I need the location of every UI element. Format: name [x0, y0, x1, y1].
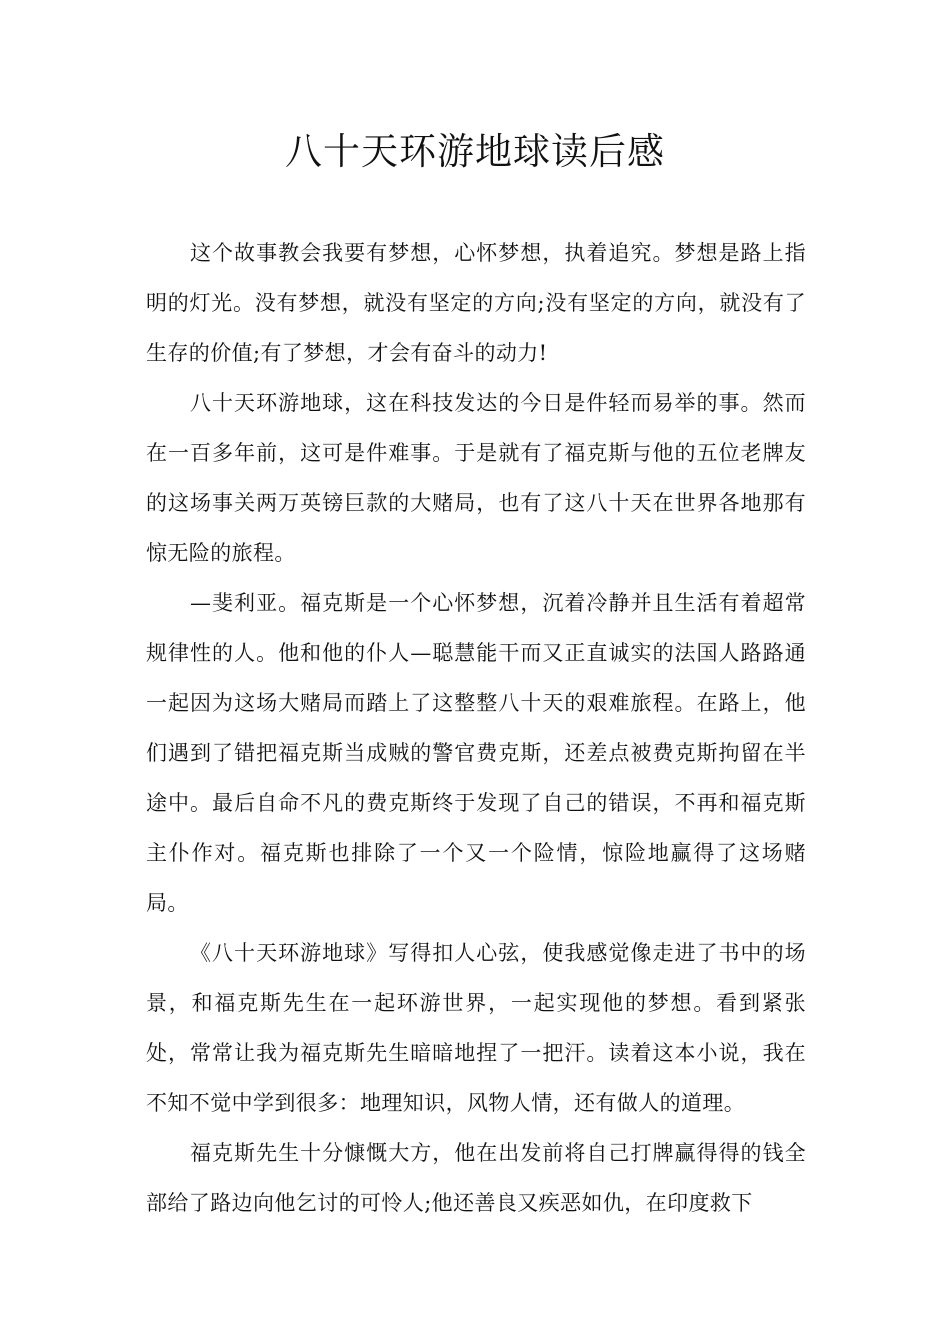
paragraph-1: 这个故事教会我要有梦想，心怀梦想，执着追究。梦想是路上指明的灯光。没有梦想，就没有坚定的方向;没有坚定的方向，就没有了生存的价值;有了梦想，才会有奋斗的动力!: [146, 241, 806, 365]
document-body: [146, 228, 806, 1228]
paragraph-2: 八十天环游地球，这在科技发达的今日是件轻而易举的事。然而在一百多年前，这可是件难事。于是就有了福克斯与他的五位老牌友的这场事关两万英镑巨款的大赌局，也有了这八十天在世界各地那有惊无险的旅程。: [146, 391, 806, 565]
paragraph-4: 《八十天环游地球》写得扣人心弦，使我感觉像走进了书中的场景，和福克斯先生在一起环游世界，一起实现他的梦想。看到紧张处，常常让我为福克斯先生暗暗地捏了一把汗。读着这本小说，我在不知不觉中学到很多：地理知识，风物人情，还有做人的道理。: [146, 941, 806, 1115]
paragraph-5: 福克斯先生十分慷慨大方，他在出发前将自己打牌赢得得的钱全部给了路边向他乞讨的可怜人;他还善良又疾恶如仇，在印度救下: [146, 1141, 806, 1215]
document-title: 八十天环游地球读后感: [285, 130, 665, 173]
paragraph-3: —斐利亚。福克斯是一个心怀梦想，沉着冷静并且生活有着超常规律性的人。他和他的仆人—聪慧能干而又正直诚实的法国人路路通一起因为这场大赌局而踏上了这整整八十天的艰难旅程。在路上，他们遇到了错把福克斯当成贼的警官费克斯，还差点被费克斯拘留在半途中。最后自命不凡的费克斯终于发现了自己的错误，不再和福克斯主仆作对。福克斯也排除了一个又一个险情，惊险地赢得了这场赌局。: [146, 591, 806, 915]
